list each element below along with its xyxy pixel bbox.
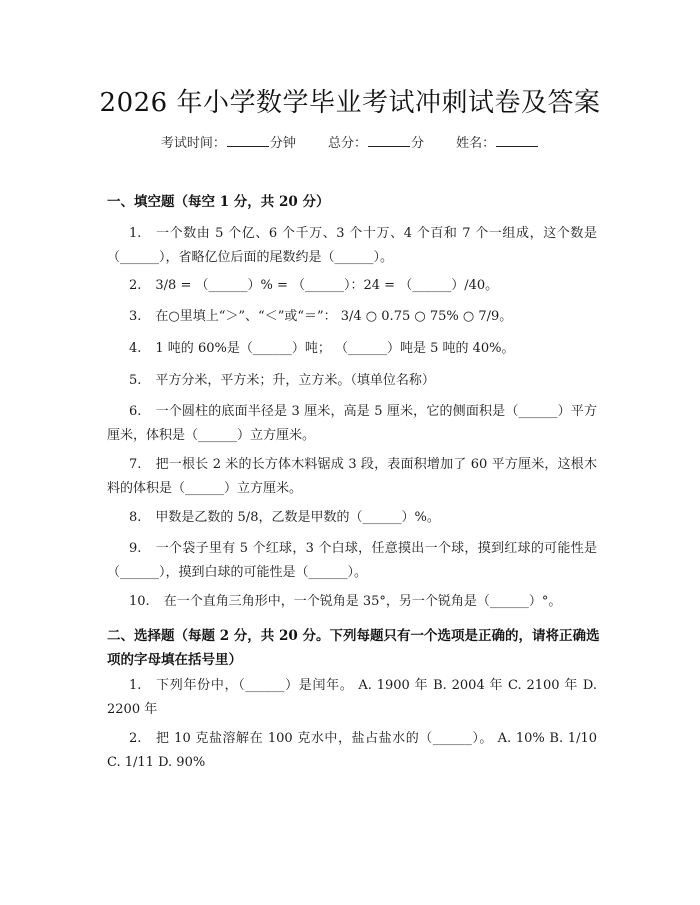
question-number: 1. (129, 678, 142, 693)
time-blank (227, 133, 269, 147)
question-item (107, 590, 597, 614)
question-item (107, 537, 597, 585)
score-blank (368, 133, 410, 147)
question-item (107, 222, 597, 270)
question-item (107, 506, 597, 530)
question-text: 甲数是乙数的 5/8，乙数是甲数的（______）%。 (155, 510, 440, 525)
time-unit: 分钟 (269, 136, 296, 151)
section-heading-fill-in: 一、填空题（每空 1 分，共 20 分） (107, 194, 330, 210)
question-item (107, 453, 597, 501)
question-number: 7. (129, 457, 142, 472)
question-item (107, 369, 597, 393)
question-number: 2. (129, 731, 142, 746)
question-item (107, 305, 597, 329)
question-number: 4. (129, 341, 142, 356)
question-text: 一个圆柱的底面半径是 3 厘米，高是 5 厘米，它的侧面积是（______）平方厘米，体积是（______）立方厘米。 (107, 404, 597, 443)
name-field (456, 136, 539, 151)
score-unit: 分 (411, 136, 425, 151)
question-item (107, 727, 597, 775)
name-label: 姓名： (456, 136, 496, 151)
exam-info-line (0, 132, 700, 151)
question-text: 3/8 = （______）% = （______）：24 = （______）/40。 (155, 278, 499, 293)
question-number: 6. (129, 404, 142, 419)
question-number: 3. (129, 309, 142, 324)
exam-title: 2026 年小学数学毕业考试冲刺试卷及答案 (99, 88, 601, 118)
question-text: 一个数由 5 个亿、6 个千万、3 个十万、4 个百和 7 个一组成，这个数是（______），省略亿位后面的尾数约是（______）。 (107, 226, 597, 265)
question-number: 5. (129, 373, 142, 388)
score-field (328, 136, 428, 151)
question-text: 下列年份中，（______）是闰年。 A. 1900 年 B. 2004 年 C. 2100 年 D. 2200 年 (107, 678, 597, 717)
name-blank (496, 133, 538, 147)
question-text: 在一个直角三角形中，一个锐角是 35°，另一个锐角是（______）°。 (163, 594, 562, 609)
question-text: 把一根长 2 米的长方体木料锯成 3 段，表面积增加了 60 平方厘米，这根木料的体积是（______）立方厘米。 (107, 457, 597, 496)
question-text: 在○里填上“＞”、“＜”或“＝”： 3/4 ○ 0.75 ○ 75% ○ 7/9。 (155, 309, 513, 324)
question-number: 2. (129, 278, 142, 293)
question-number: 9. (129, 541, 142, 556)
question-number: 10. (129, 594, 150, 609)
question-item (107, 274, 597, 298)
question-number: 1. (129, 226, 142, 241)
question-text: 平方分米，平方米；升，立方米。（填单位名称） (155, 373, 435, 388)
score-label: 总分： (327, 136, 367, 151)
question-item (107, 674, 597, 722)
question-text: 一个袋子里有 5 个红球，3 个白球，任意摸出一个球，摸到红球的可能性是（______），摸到白球的可能性是（______）。 (107, 541, 597, 580)
section-heading-multiple-choice: 二、选择题（每题 2 分，共 20 分。下列每题只有一个选项是正确的，请将正确选项的字母填在括号里） (107, 628, 600, 668)
time-field (161, 136, 300, 151)
question-text: 把 10 克盐溶解在 100 克水中，盐占盐水的（______）。 A. 10% B. 1/10 C. 1/11 D. 90% (107, 731, 597, 770)
question-item (107, 400, 597, 448)
question-text: 1 吨的 60%是（______）吨； （______）吨是 5 吨的 40%。 (155, 341, 515, 356)
question-number: 8. (129, 510, 142, 525)
question-item (107, 337, 597, 361)
time-label: 考试时间： (160, 136, 226, 151)
